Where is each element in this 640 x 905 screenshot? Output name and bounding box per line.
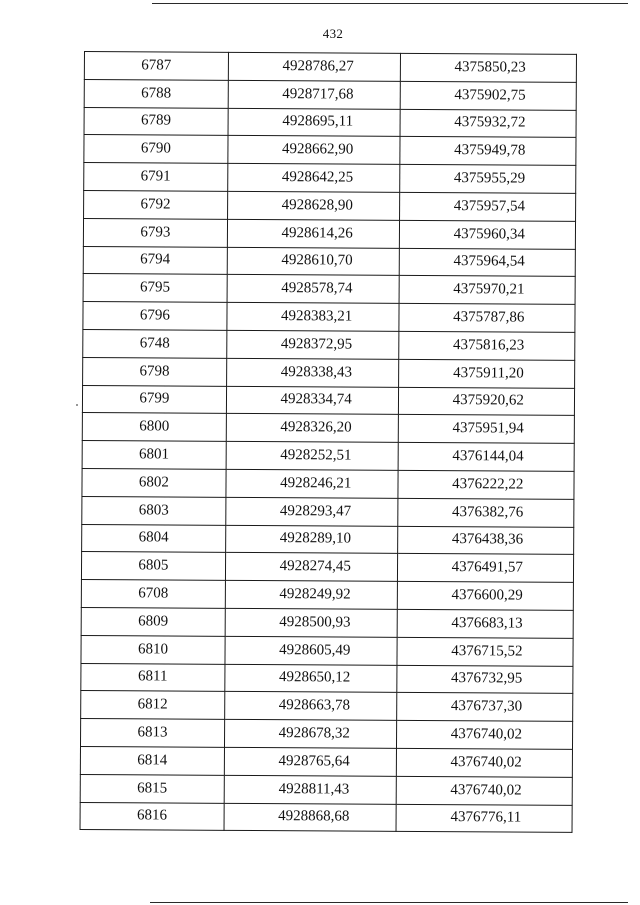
point-number-cell: 6813 <box>80 719 224 748</box>
point-number-cell: 6802 <box>82 468 226 497</box>
point-number-cell: 6796 <box>83 302 227 331</box>
point-number-cell: 6788 <box>84 79 228 108</box>
table-row <box>82 413 574 444</box>
x-coordinate-cell: 4928338,43 <box>226 358 398 387</box>
y-coordinate-cell: 4376222,22 <box>398 470 575 499</box>
y-coordinate-cell: 4375902,75 <box>400 81 577 110</box>
table-row <box>80 746 572 777</box>
table-row <box>82 441 574 472</box>
point-number-cell: 6816 <box>80 802 224 831</box>
point-number-cell: 6787 <box>84 52 228 81</box>
y-coordinate-cell: 4376776,11 <box>396 804 573 833</box>
x-coordinate-cell: 4928500,93 <box>225 608 397 637</box>
x-coordinate-cell: 4928628,90 <box>227 191 399 220</box>
table-row <box>81 607 573 638</box>
point-number-cell: 6799 <box>82 385 226 414</box>
point-number-cell: 6810 <box>81 635 225 664</box>
point-number-cell: 6805 <box>81 552 225 581</box>
x-coordinate-cell: 4928642,25 <box>228 164 400 193</box>
x-coordinate-cell: 4928614,26 <box>227 219 399 248</box>
x-coordinate-cell: 4928289,10 <box>225 525 397 554</box>
point-number-cell: 6790 <box>84 135 228 164</box>
y-coordinate-cell: 4376740,02 <box>396 776 573 805</box>
table-row <box>82 468 574 499</box>
table-row <box>84 107 576 138</box>
table-row <box>83 329 575 360</box>
x-coordinate-cell: 4928765,64 <box>224 747 396 776</box>
point-number-cell: 6815 <box>80 774 224 803</box>
y-coordinate-cell: 4376740,02 <box>396 720 573 749</box>
x-coordinate-cell: 4928717,68 <box>228 80 400 109</box>
point-number-cell: 6792 <box>84 190 228 219</box>
x-coordinate-cell: 4928274,45 <box>225 553 397 582</box>
x-coordinate-cell: 4928605,49 <box>225 636 397 665</box>
x-coordinate-cell: 4928811,43 <box>224 775 396 804</box>
x-coordinate-cell: 4928252,51 <box>226 441 398 470</box>
point-number-cell: 6814 <box>80 746 224 775</box>
y-coordinate-cell: 4375951,94 <box>398 415 575 444</box>
point-number-cell: 6800 <box>82 413 226 442</box>
x-coordinate-cell: 4928663,78 <box>224 692 396 721</box>
table-row <box>80 774 572 805</box>
y-coordinate-cell: 4375911,20 <box>398 359 575 388</box>
table-row <box>83 218 575 249</box>
x-coordinate-cell: 4928383,21 <box>227 302 399 331</box>
table-row <box>83 302 575 333</box>
point-number-cell: 6794 <box>83 246 227 275</box>
x-coordinate-cell: 4928249,92 <box>225 580 397 609</box>
top-scan-line <box>152 3 628 4</box>
y-coordinate-cell: 4375850,23 <box>400 53 577 82</box>
x-coordinate-cell: 4928868,68 <box>224 803 396 832</box>
point-number-cell: 6708 <box>81 580 225 609</box>
point-number-cell: 6811 <box>81 663 225 692</box>
y-coordinate-cell: 4376683,13 <box>397 609 574 638</box>
y-coordinate-cell: 4376382,76 <box>397 498 574 527</box>
point-number-cell: 6798 <box>83 357 227 386</box>
y-coordinate-cell: 4375949,78 <box>399 137 576 166</box>
y-coordinate-cell: 4376144,04 <box>398 442 575 471</box>
x-coordinate-cell: 4928246,21 <box>226 469 398 498</box>
y-coordinate-cell: 4376715,52 <box>397 637 574 666</box>
table-row <box>84 163 576 194</box>
y-coordinate-cell: 4375816,23 <box>398 331 575 360</box>
table-row <box>81 635 573 666</box>
x-coordinate-cell: 4928610,70 <box>227 247 399 276</box>
table-row <box>84 135 576 166</box>
y-coordinate-cell: 4375957,54 <box>399 192 576 221</box>
x-coordinate-cell: 4928662,90 <box>228 136 400 165</box>
y-coordinate-cell: 4376732,95 <box>396 665 573 694</box>
y-coordinate-cell: 4376600,29 <box>397 581 574 610</box>
x-coordinate-cell: 4928650,12 <box>225 664 397 693</box>
coordinates-table <box>80 51 577 833</box>
point-number-cell: 6793 <box>83 218 227 247</box>
x-coordinate-cell: 4928786,27 <box>228 52 400 81</box>
y-coordinate-cell: 4375920,62 <box>398 387 575 416</box>
table-row <box>81 580 573 611</box>
table-row <box>81 552 573 583</box>
x-coordinate-cell: 4928578,74 <box>227 275 399 304</box>
table-row <box>84 52 576 83</box>
scan-speck <box>76 404 78 406</box>
point-number-cell: 6748 <box>83 329 227 358</box>
y-coordinate-cell: 4376740,02 <box>396 748 573 777</box>
y-coordinate-cell: 4375970,21 <box>399 276 576 305</box>
y-coordinate-cell: 4375960,34 <box>399 220 576 249</box>
x-coordinate-cell: 4928678,32 <box>224 719 396 748</box>
y-coordinate-cell: 4376438,36 <box>397 526 574 555</box>
point-number-cell: 6789 <box>84 107 228 136</box>
table-row <box>84 79 576 110</box>
point-number-cell: 6812 <box>81 691 225 720</box>
point-number-cell: 6801 <box>82 441 226 470</box>
y-coordinate-cell: 4375787,86 <box>398 303 575 332</box>
table-row <box>83 246 575 277</box>
point-number-cell: 6809 <box>81 607 225 636</box>
table-row <box>82 385 574 416</box>
table-row <box>80 802 572 833</box>
x-coordinate-cell: 4928372,95 <box>227 330 399 359</box>
x-coordinate-cell: 4928334,74 <box>226 386 398 415</box>
page-number: 432 <box>322 26 344 41</box>
x-coordinate-cell: 4928326,20 <box>226 414 398 443</box>
table-row <box>83 274 575 305</box>
table-row <box>82 524 574 555</box>
y-coordinate-cell: 4375955,29 <box>399 165 576 194</box>
point-number-cell: 6791 <box>84 163 228 192</box>
table-row <box>82 496 574 527</box>
x-coordinate-cell: 4928293,47 <box>226 497 398 526</box>
point-number-cell: 6803 <box>82 496 226 525</box>
bottom-scan-line <box>150 902 628 903</box>
table-row <box>83 357 575 388</box>
table-row <box>81 691 573 722</box>
coordinates-table-body <box>80 52 576 833</box>
y-coordinate-cell: 4376491,57 <box>397 554 574 583</box>
y-coordinate-cell: 4376737,30 <box>396 693 573 722</box>
x-coordinate-cell: 4928695,11 <box>228 108 400 137</box>
point-number-cell: 6795 <box>83 274 227 303</box>
y-coordinate-cell: 4375932,72 <box>400 109 577 138</box>
point-number-cell: 6804 <box>82 524 226 553</box>
y-coordinate-cell: 4375964,54 <box>399 248 576 277</box>
table-row <box>81 663 573 694</box>
table-row <box>80 719 572 750</box>
table-row <box>84 190 576 221</box>
